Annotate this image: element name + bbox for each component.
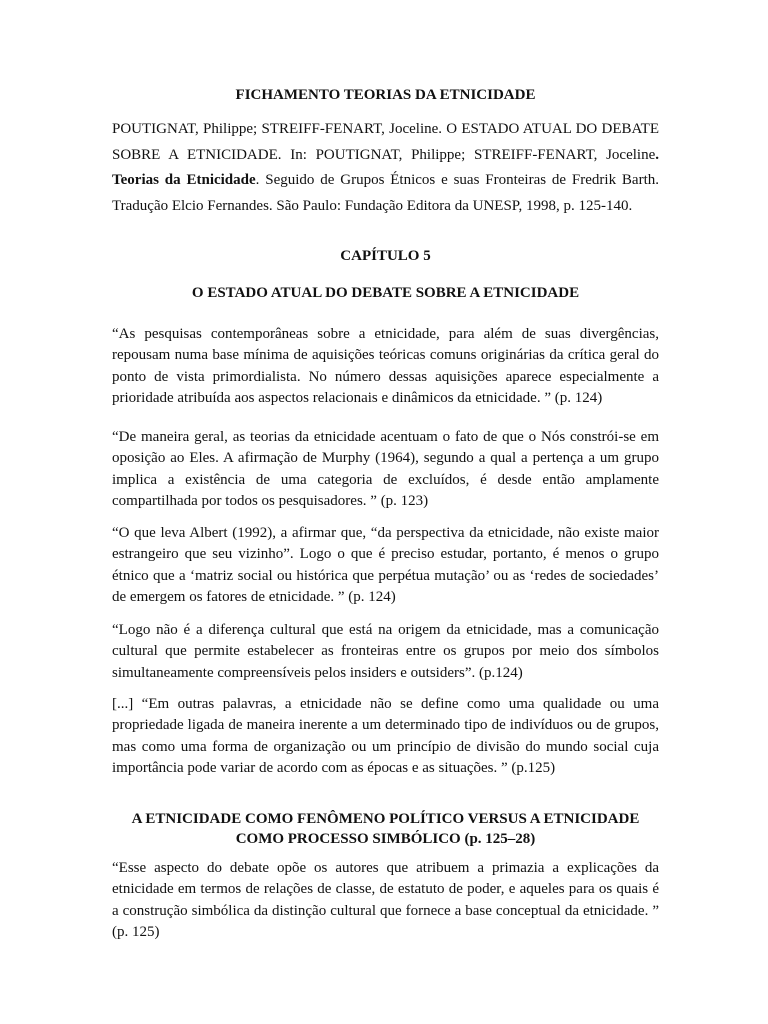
quote-paragraph: “O que leva Albert (1992), a afirmar que, “da perspectiva da etnicidade, não existe maior estrangeiro que seu vizinho”. Logo o que é preciso estudar, portanto, é menos o grupo étnico que a ‘matriz social ou histórica que perpétua mutação’ ou as ‘redes de sociedades’ de emergem os fatores de etnicidade. ” (p. 124): [112, 525, 659, 605]
quote-paragraph: “Logo não é a diferença cultural que está na origem da etnicidade, mas a comunicação cultural que permite estabelecer as fronteiras entre os grupos por meio dos símbolos simultaneamente compreensíveis pelos insiders e outsiders”. (p.124): [112, 622, 659, 681]
reference-details: . Seguido de Grupos Étnicos e suas Fronteiras de Fredrik Barth. Tradução Elcio Fernandes. São Paulo: Fundação Editora da UNESP, 1998, p. 125-140.: [112, 172, 660, 214]
section-title: [112, 809, 659, 849]
document-title: FICHAMENTO TEORIAS DA ETNICIDADE: [235, 87, 536, 103]
quote-paragraph: “De maneira geral, as teorias da etnicidade acentuam o fato de que o Nós constrói-se em oposição ao Eles. A afirmação de Murphy (1964), segundo a qual a pertença a um grupo implica a existência de uma categoria de excluídos, é desde então amplamente compartilhada por todos os pesquisadores. ” (p. 123): [112, 429, 659, 509]
section-title-line-1: A ETNICIDADE COMO FENÔMENO POLÍTICO VERSUS A ETNICIDADE: [131, 811, 640, 827]
section-quote-paragraph: “Esse aspecto do debate opõe os autores que atribuem a primazia a explicações da etnicidade em termos de relações de classe, de estatuto de poder, e aqueles para os quais é a construção simbólica da distinção cultural que fornece a base conceptual da etnicidade. ” (p. 125): [112, 860, 659, 940]
section-title-line-2: COMO PROCESSO SIMBÓLICO (p. 125–28): [235, 831, 536, 847]
quote-paragraph: [...] “Em outras palavras, a etnicidade não se define como uma qualidade ou uma propriedade ligada de maneira inerente a um determinado tipo de indivíduos ou de grupos, mas como uma forma de organização ou um princípio de divisão do mundo social cuja importância pode variar de acordo com as épocas e as situações. ” (p.125): [112, 696, 659, 776]
bibliographic-reference: [112, 117, 659, 219]
reference-book-title: . Teorias da Etnicidade: [112, 146, 659, 188]
quote-paragraph: “As pesquisas contemporâneas sobre a etnicidade, para além de suas divergências, repousam numa base mínima de aquisições teóricas comuns originárias da crítica geral do ponto de vista primordialista. No número dessas aquisições aparece especialmente a prioridade atribuída aos aspectos relacionais e dinâmicos da etnicidade. ” (p. 124): [112, 326, 659, 406]
chapter-title: O ESTADO ATUAL DO DEBATE SOBRE A ETNICIDADE: [191, 285, 580, 301]
chapter-number: CAPÍTULO 5: [340, 248, 431, 264]
reference-authors: POUTIGNAT, Philippe; STREIFF-FENART, Joceline. O ESTADO ATUAL DO DEBATE SOBRE A ETNICIDADE. In: POUTIGNAT, Philippe; STREIFF-FENART, Joceline: [112, 121, 659, 163]
